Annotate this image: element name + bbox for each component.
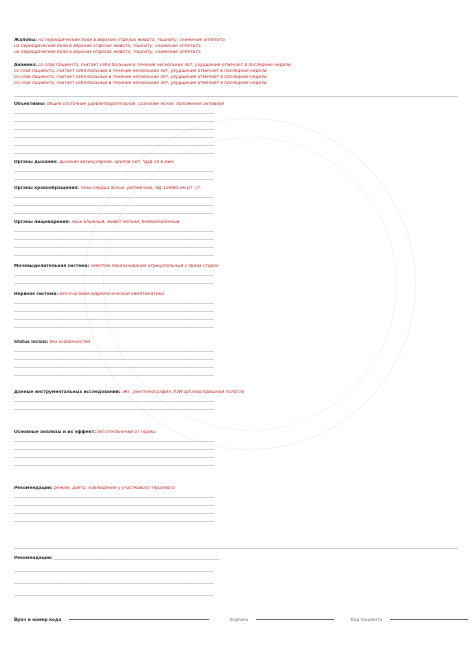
divider-line	[14, 96, 458, 97]
signature-line	[256, 619, 334, 620]
row: _____________________________________________________________________________________________	[14, 398, 214, 403]
row: _____________________________________________________________________________________________	[14, 324, 214, 329]
row: Рекомендации: режим, диета, наблюдение у участкового терапевта	[14, 486, 175, 491]
row: _____________________________________________________________________________________________	[14, 308, 214, 313]
row: со слов пациента, считает себя больным в течение нескольких лет, ухудшение отмечает в последние недели	[14, 75, 267, 80]
row: _____________________________________________________________________________________________	[14, 372, 214, 377]
row: _____________________________________________________________________________________________	[14, 202, 214, 207]
row: со слов пациента, считает себя больным в течение нескольких лет, ухудшение отмечает в последние недели	[14, 81, 267, 86]
row: _____________________________________________________________________________________________	[14, 236, 214, 241]
signature-line	[69, 619, 209, 620]
row: _____________________________________________________________________________________________	[14, 176, 214, 181]
row: _____________________________________________________________________________________________	[14, 568, 214, 573]
row: _____________________________________________________________________________________________	[14, 580, 214, 585]
row: Анамнез: со слов пациента, считает себя больным в течение нескольких лет, ухудшение отмечает в последние недели	[14, 63, 291, 68]
row: со слов пациента, считает себя больным в течение нескольких лет, ухудшение отмечает в последние недели	[14, 69, 267, 74]
row: _____________________________________________________________________________________________	[14, 494, 214, 499]
row: _____________________________________________________________________________________________	[14, 502, 214, 507]
row: _____________________________________________________________________________________________	[14, 592, 214, 597]
row: _____________________________________________________________________________________________	[14, 356, 214, 361]
row: _____________________________________________________________________________________________	[14, 280, 214, 285]
row: _____________________________________________________________________________________________	[14, 142, 214, 147]
row: _____________________________________________________________________________________________	[14, 252, 214, 257]
row: _____________________________________________________________________________________________	[14, 406, 214, 411]
row: Жалобы: на периодические боли в верхних отделах живота, тошноту, снижение аппетита	[14, 38, 225, 43]
row: _____________________________________________________________________________________________	[14, 272, 214, 277]
row: _____________________________________________________________________________________________	[14, 518, 214, 523]
row: _____________________________________________________________________________________________	[14, 462, 214, 467]
row: Нервная система: без очаговой неврологической симптоматики	[14, 292, 164, 297]
divider-line	[14, 548, 458, 549]
row: _____________________________________________________________________________________________	[14, 438, 214, 443]
row: Органы пищеварения: язык влажный, живот мягкий, безболезненный	[14, 220, 180, 225]
row: на периодические боли в верхних отделах живота, тошноту, снижение аппетита	[14, 44, 201, 49]
row: Органы кровообращения: тоны сердца ясные, ритмичные, АД 120/80 мм рт. ст.	[14, 186, 202, 191]
row: _____________________________________________________________________________________________	[14, 150, 214, 155]
row: _____________________________________________________________________________________________	[14, 194, 214, 199]
row: Органы дыхания: дыхание везикулярное, хрипов нет, ЧДД 18 в мин.	[14, 160, 175, 165]
row: _____________________________________________________________________________________________	[14, 168, 214, 173]
row: _____________________________________________________________________________________________	[14, 364, 214, 369]
row: _____________________________________________________________________________________________	[14, 316, 214, 321]
row: Мочевыделительная система: симптом поколачивания отрицательный с обеих сторон	[14, 264, 219, 269]
row: _____________________________________________________________________________________________	[14, 300, 214, 305]
row: Рекомендации: _____________________________________________________________________________	[14, 556, 220, 561]
row: Данные инструментальных исследований: ЭКГ, рентгенография, УЗИ органов брюшной полости	[14, 390, 245, 395]
signature-row: Врач и номер кода подпись Код пациента	[14, 618, 458, 624]
row: Объективно: общее состояние удовлетворительное, сознание ясное, положение активное	[14, 102, 225, 107]
row: _____________________________________________________________________________________________	[14, 446, 214, 451]
row: на периодические боли в верхних отделах живота, тошноту, снижение аппетита	[14, 50, 201, 55]
row: _____________________________________________________________________________________________	[14, 454, 214, 459]
row: _____________________________________________________________________________________________	[14, 210, 214, 215]
row: _____________________________________________________________________________________________	[14, 126, 214, 131]
signature-line	[390, 619, 468, 620]
row: Status localis: без особенностей	[14, 340, 91, 345]
row: _____________________________________________________________________________________________	[14, 228, 214, 233]
row: _____________________________________________________________________________________________	[14, 510, 214, 515]
row: _____________________________________________________________________________________________	[14, 110, 214, 115]
row: _____________________________________________________________________________________________	[14, 244, 214, 249]
row: _____________________________________________________________________________________________	[14, 348, 214, 353]
row: Основные анализы и их эффект: без отклонений от нормы	[14, 430, 156, 435]
row: _____________________________________________________________________________________________	[14, 134, 214, 139]
form-page	[14, 28, 458, 642]
row: _____________________________________________________________________________________________	[14, 118, 214, 123]
